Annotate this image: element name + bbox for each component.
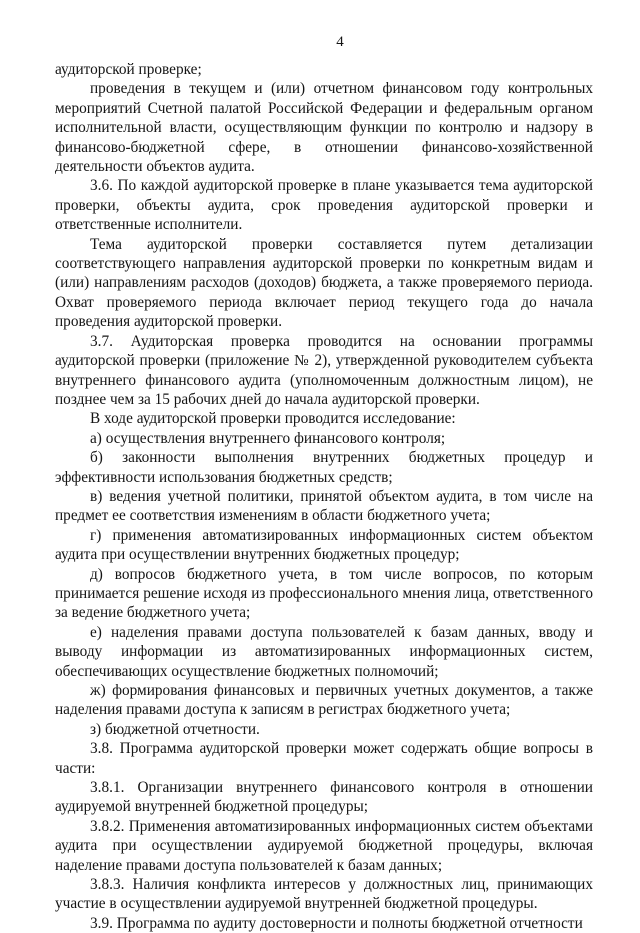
paragraph: ж) формирования финансовых и первичных учетных документов, а также наделения правами доступа к записям в регистрах бюджетного учета; [55,682,593,719]
paragraph: 3.7. Аудиторская проверка проводится на основании программы аудиторской проверки (приложение № 2), утвержденной руководителем субъекта внутреннего финансового аудита (уполномоченным должностным лицом), не позднее чем за 15 рабочих дней до начала аудиторской проверки. [55,332,593,408]
paragraph: з) бюджетной отчетности. [90,720,260,738]
paragraph: 3.6. По каждой аудиторской проверке в плане указывается тема аудиторской проверки, объекты аудита, срок проведения аудиторской проверки и ответственные исполнители. [55,177,593,234]
paragraph: проведения в текущем и (или) отчетном финансовом году контрольных мероприятий Счетной палатой Российской Федерации и федеральным органом исполнительной власти, осуществляющим функции по контролю и надзору в финансово-бюджетной сфере, в отношении финансово-хозяйственной деятельности объектов аудита. [55,80,593,176]
paragraph: е) наделения правами доступа пользователей к базам данных, вводу и выводу информации из автоматизированных информационных систем, обеспечивающих осуществление бюджетных полномочий; [55,623,593,680]
paragraph: 3.8.2. Применения автоматизированных информационных систем объектами аудита при осуществлении аудируемой бюджетной процедуры, включая наделение правами доступа пользователей к базам данных; [55,817,593,874]
paragraph: б) законности выполнения внутренних бюджетных процедур и эффективности использования бюджетных средств; [55,449,593,486]
page-number: 4 [336,34,344,50]
paragraph: аудиторской проверке; [55,61,202,78]
paragraph: 3.8.3. Наличия конфликта интересов у должностных лиц, принимающих участие в осуществлении аудируемой внутренней бюджетной процедуры. [55,876,593,913]
paragraph: 3.9. Программа по аудиту достоверности и полноты бюджетной отчетности [90,914,583,932]
paragraph: Тема аудиторской проверки составляется путем детализации соответствующего направления аудиторской проверки по конкретным видам и (или) направлениям расходов (доходов) бюджета, а также проверяемого периода. Охват проверяемого периода включает период текущего года до начала проведения аудиторской проверки. [55,235,593,331]
paragraph: 3.8. Программа аудиторской проверки может содержать общие вопросы в части: [55,740,593,777]
paragraph: д) вопросов бюджетного учета, в том числе вопросов, по которым принимается решение исходя из профессионального мнения лица, ответственного за ведение бюджетного учета; [55,565,593,622]
document-body [55,60,593,933]
paragraph: 3.8.1. Организации внутреннего финансового контроля в отношении аудируемой внутренней бюджетной процедуры; [55,779,593,816]
paragraph: в) ведения учетной политики, принятой объектом аудита, в том числе на предмет ее соответствия изменениям в области бюджетного учета; [55,487,593,525]
paragraph: а) осуществления внутреннего финансового контроля; [90,429,446,447]
paragraph: г) применения автоматизированных информационных систем объектом аудита при осуществлении внутренних бюджетных процедур; [55,526,593,564]
paragraph: В ходе аудиторской проверки проводится исследование: [90,410,456,428]
